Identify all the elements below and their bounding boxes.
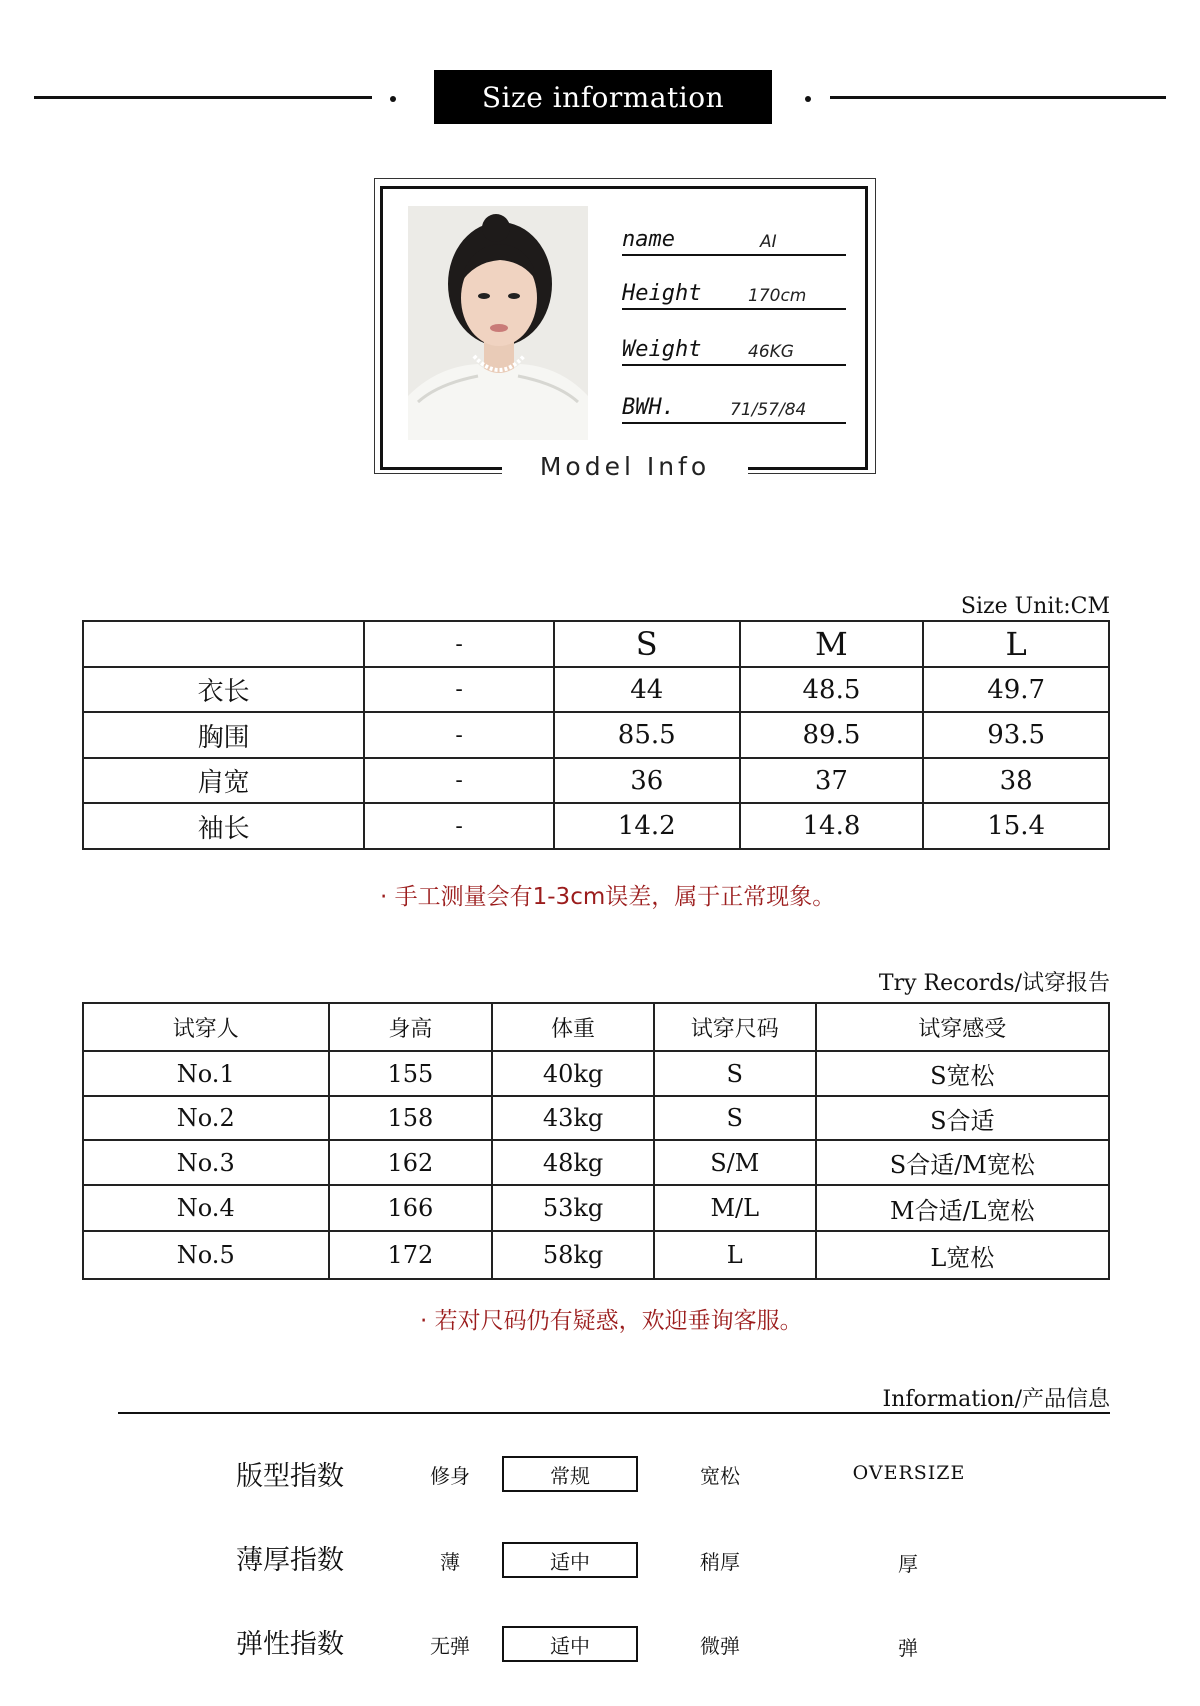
- size-measure-name: 肩宽: [83, 758, 364, 803]
- page-title: Size information: [434, 70, 772, 124]
- try-cell: S: [654, 1051, 816, 1096]
- try-cell: S宽松: [816, 1051, 1109, 1096]
- size-cell: 37: [740, 758, 924, 803]
- elasticity-option: 弹: [898, 1636, 918, 1660]
- try-cell: 172: [329, 1231, 493, 1279]
- model-name-row: [622, 224, 846, 256]
- model-height-value: 170cm: [748, 286, 807, 306]
- try-header-cell: 试穿人: [83, 1003, 329, 1051]
- elasticity-option-selected: [502, 1626, 638, 1662]
- product-info-rule: [118, 1412, 1110, 1414]
- try-cell: 166: [329, 1185, 493, 1231]
- model-weight-label: Weight: [622, 337, 702, 362]
- size-cell: 14.8: [740, 803, 924, 849]
- thickness-option: 厚: [898, 1552, 918, 1576]
- size-measure-name: 胸围: [83, 712, 364, 758]
- size-header-cell: [83, 621, 364, 667]
- size-table-header-row: [83, 621, 1109, 667]
- try-cell: L: [654, 1231, 816, 1279]
- size-table: [82, 620, 1110, 850]
- fit-option-selected-label: 常规: [550, 1463, 590, 1488]
- try-cell: No.1: [83, 1051, 329, 1096]
- size-measure-name: 袖长: [83, 803, 364, 849]
- size-cell: 44: [554, 667, 740, 712]
- model-bwh-label: BWH.: [622, 395, 675, 420]
- try-cell: S合适/M宽松: [816, 1140, 1109, 1185]
- thickness-option: 薄: [440, 1550, 460, 1574]
- try-cell: 48kg: [492, 1140, 654, 1185]
- elasticity-index-label: 弹性指数: [236, 1629, 344, 1660]
- try-table-row: [83, 1096, 1109, 1140]
- try-cell: S: [654, 1096, 816, 1140]
- thickness-option-selected: [502, 1542, 638, 1578]
- model-name-label: name: [622, 227, 675, 252]
- size-unit-label: Size Unit:CM: [960, 594, 1110, 619]
- size-header-cell: S: [554, 621, 740, 667]
- model-height-row: [622, 278, 846, 310]
- model-height-label: Height: [622, 281, 702, 306]
- size-help-note: · 若对尺码仍有疑惑，欢迎垂询客服。: [420, 1308, 803, 1334]
- size-cell: -: [364, 758, 554, 803]
- size-table-row: [83, 667, 1109, 712]
- model-bwh-value: 71/57/84: [730, 400, 807, 420]
- size-measurement-note: · 手工测量会有1-3cm误差，属于正常现象。: [380, 884, 836, 910]
- try-cell: S合适: [816, 1096, 1109, 1140]
- model-card-caption: Model Info: [539, 452, 711, 481]
- elasticity-option-selected-label: 适中: [550, 1633, 590, 1658]
- size-cell: 48.5: [740, 667, 924, 712]
- try-records-title: Try Records/试穿报告: [878, 971, 1110, 996]
- size-header-cell: M: [740, 621, 924, 667]
- fit-option: 宽松: [700, 1464, 740, 1488]
- model-bwh-row: [622, 392, 846, 424]
- model-weight-value: 46KG: [748, 342, 794, 362]
- try-header-cell: 体重: [492, 1003, 654, 1051]
- try-cell: L宽松: [816, 1231, 1109, 1279]
- size-cell: -: [364, 712, 554, 758]
- try-header-cell: 试穿感受: [816, 1003, 1109, 1051]
- try-cell: S/M: [654, 1140, 816, 1185]
- size-cell: 36: [554, 758, 740, 803]
- size-cell: 38: [923, 758, 1109, 803]
- try-cell: 43kg: [492, 1096, 654, 1140]
- try-cell: 158: [329, 1096, 493, 1140]
- try-cell: No.4: [83, 1185, 329, 1231]
- try-cell: 40kg: [492, 1051, 654, 1096]
- model-weight-row: [622, 334, 846, 366]
- header-right-rule: [830, 96, 1166, 99]
- size-cell: 49.7: [923, 667, 1109, 712]
- try-table-row: [83, 1185, 1109, 1231]
- size-table-row: [83, 803, 1109, 849]
- try-header-cell: 试穿尺码: [654, 1003, 816, 1051]
- thickness-option: 稍厚: [700, 1550, 740, 1574]
- try-table-row: [83, 1051, 1109, 1096]
- try-cell: M合适/L宽松: [816, 1185, 1109, 1231]
- size-measure-name: 衣长: [83, 667, 364, 712]
- elasticity-option: 无弹: [430, 1634, 470, 1658]
- size-cell: -: [364, 667, 554, 712]
- fit-option: OVERSIZE: [852, 1462, 966, 1484]
- size-header-cell: L: [923, 621, 1109, 667]
- thickness-option-selected-label: 适中: [550, 1549, 590, 1574]
- size-cell: 93.5: [923, 712, 1109, 758]
- size-table-row: [83, 758, 1109, 803]
- header-left-rule: [34, 96, 372, 99]
- fit-index-label: 版型指数: [236, 1461, 344, 1492]
- try-cell: 162: [329, 1140, 493, 1185]
- try-records-table: [82, 1002, 1110, 1280]
- size-cell: 15.4: [923, 803, 1109, 849]
- header-left-dot: [390, 96, 396, 102]
- model-name-value: AI: [760, 232, 777, 252]
- size-header-cell: -: [364, 621, 554, 667]
- try-cell: M/L: [654, 1185, 816, 1231]
- fit-option-selected: [502, 1456, 638, 1492]
- size-table-row: [83, 712, 1109, 758]
- header-right-dot: [805, 96, 811, 102]
- try-table-header-row: [83, 1003, 1109, 1051]
- thickness-index-label: 薄厚指数: [236, 1545, 344, 1576]
- try-cell: No.2: [83, 1096, 329, 1140]
- size-cell: 14.2: [554, 803, 740, 849]
- size-cell: 89.5: [740, 712, 924, 758]
- try-table-row: [83, 1140, 1109, 1185]
- fit-option: 修身: [430, 1464, 470, 1488]
- try-table-row: [83, 1231, 1109, 1279]
- try-cell: 53kg: [492, 1185, 654, 1231]
- try-cell: 58kg: [492, 1231, 654, 1279]
- try-cell: No.3: [83, 1140, 329, 1185]
- try-cell: 155: [329, 1051, 493, 1096]
- size-cell: 85.5: [554, 712, 740, 758]
- size-cell: -: [364, 803, 554, 849]
- product-info-title: Information/产品信息: [882, 1387, 1110, 1412]
- elasticity-option: 微弹: [700, 1634, 740, 1658]
- model-portrait-icon: [408, 206, 588, 440]
- model-photo: [408, 206, 588, 440]
- try-cell: No.5: [83, 1231, 329, 1279]
- try-header-cell: 身高: [329, 1003, 493, 1051]
